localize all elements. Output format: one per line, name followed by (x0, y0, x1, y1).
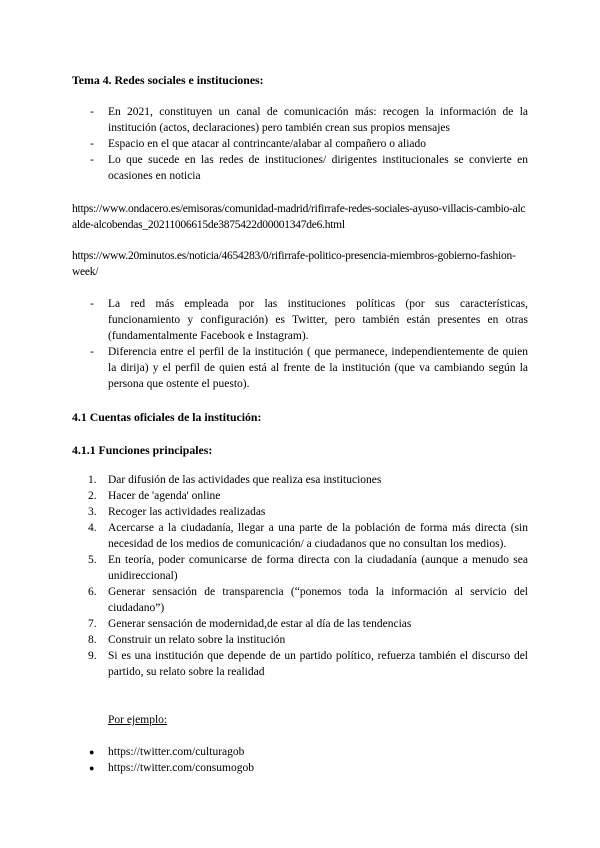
list-item: 2. Hacer de 'agenda' online (88, 490, 221, 502)
list-item: - Diferencia entre el perfil de la institución ( que permanece, independientemente de quien la dirija) y el perfil de quien está al frente de la institución (que va cambiando según la persona que ostente el puesto). (90, 346, 528, 390)
list-item: 9. Si es una institución que depende de un partido político, refuerza también el discurso del partido, su relato sobre la realidad (88, 650, 528, 678)
list-item: 5. En teoría, poder comunicarse de forma directa con la ciudadanía (aunque a menudo sea unidireccional) (88, 554, 528, 582)
list-item: 8. Construir un relato sobre la institución (88, 634, 286, 646)
list-item: ● https://twitter.com/consumogob (89, 762, 254, 774)
link-20minutos[interactable]: https://www.20minutos.es/noticia/4654283/0/rifirrafe-politico-presencia-miembros-gobierno-fashion-week/ (72, 250, 516, 278)
list-item: 3. Recoger las actividades realizadas (88, 506, 266, 518)
list-item: - La red más empleada por las instituciones políticas (por sus características, funcionamiento y configuración) es Twitter, pero también están presentes en otras (fundamentalmente Facebook e Instagram). (90, 298, 528, 342)
list-item: 7. Generar sensación de modernidad,de estar al día de las tendencias (88, 618, 412, 630)
list-item: - Espacio en el que atacar al contrincante/alabar al compañero o aliado (90, 138, 427, 150)
functions-list (88, 472, 528, 680)
example-link[interactable]: https://twitter.com/culturagob (108, 746, 245, 758)
link-ondacero[interactable]: https://www.ondacero.es/emisoras/comunidad-madrid/rifirrafe-redes-sociales-ayuso-villacis-cambio-alcalde-alcobendas_20211006615de3875422d00001347de6.html (72, 203, 526, 231)
subsection-heading: 4.1.1 Funciones principales: (72, 443, 213, 457)
list-item: 4. Acercarse a la ciudadanía, llegar a una parte de la población de forma más directa (sin necesidad de los medios de comunicación/ a ciudadanos que no consultan los medios). (88, 522, 528, 550)
list-item: - Lo que sucede en las redes de instituciones/ dirigentes institucionales se convierte en ocasiones en noticia (90, 154, 528, 182)
list-item: ● https://twitter.com/culturagob (89, 746, 245, 758)
example-label: Por ejemplo: (108, 714, 168, 726)
examples-list (89, 744, 528, 776)
intro-list (90, 104, 528, 184)
section-heading: 4.1 Cuentas oficiales de la institución: (72, 410, 262, 424)
list-item: 1. Dar difusión de las actividades que realiza esa instituciones (88, 474, 382, 486)
example-link[interactable]: https://twitter.com/consumogob (108, 762, 254, 774)
list-item: - En 2021, constituyen un canal de comunicación más: recogen la información de la institución (actos, declaraciones) pero también crean sus propios mensajes (90, 106, 528, 134)
list-item: 6. Generar sensación de transparencia (“ponemos toda la información al servicio del ciudadano”) (88, 586, 528, 614)
page-title: Tema 4. Redes sociales e instituciones: (72, 73, 264, 87)
twitter-list (90, 296, 528, 392)
